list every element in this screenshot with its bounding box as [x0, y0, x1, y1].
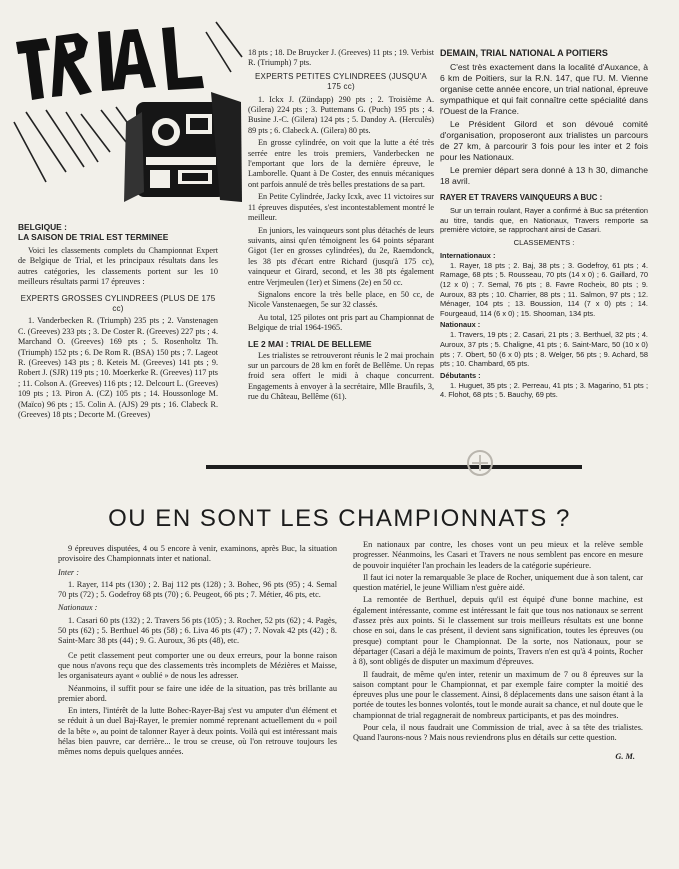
nationaux-standings-label: Nationaux :	[58, 603, 98, 613]
column-petites-cylindrees	[248, 48, 434, 405]
experts-petites-heading: EXPERTS PETITES CYLINDREES (JUSQU'A 175 cc)	[255, 71, 427, 92]
championnats-r5: Pour cela, il nous faudrait une Commission de trial, avec à sa tête des trialistes. Quand l'aurons-nous ? Mais nous reviendrons plus en détails sur cette question.	[353, 723, 643, 743]
championnats-p2: Néanmoins, il suffit pour se faire une idée de la situation, pas très brillante au premier abord.	[58, 683, 337, 703]
commentary-grosse: En grosse cylindrée, on voit que la lutte a été très serrée entre les trois premiers, Vanderbecken ne l'emportant que lors de la dernière épreuve, le Lamborelle. Quant à De Coster, des ennuis mécaniques ont parfois annulé de très belles prestations de sa part.	[248, 138, 434, 189]
championnats-p3: En inters, l'intérêt de la lutte Bohec-Rayer-Baj s'est vu amputer d'un élément et se réduit à un duel Baj-Rayer, le premier nommé reprenant actuellement du « poil de la bête », au point de talonner Rayer à deux points. Voilà qui est intéressant mais hélas bien pauvre, car derrière... le trou se creuse, où l'on retrouve toujours les mêmes noms depuis quelques années.	[58, 706, 337, 757]
experts-petites-results: 1. Ickx J. (Zündapp) 290 pts ; 2. Troisième A. (Gilera) 224 pts ; 3. Puttemans G. (Puch) 195 pts ; 4. Busine J.-C. (Gilera) 124 pts ; 5. Dandoy A. (Herculès) 89 pts ; 6. Clabeck A. (Gilera) 80 pts.	[248, 94, 434, 135]
commentary-total: Au total, 125 pilotes ont pris part au Championnat de Belgique de trial 1964-1965.	[248, 312, 434, 333]
poitiers-p2: Le Président Gilord et son dévoué comité d'organisation, proposeront aux trialistes un parcours de 27 km, à parcourir 3 fois pour les inter et 2 fois pour les Nationaux.	[440, 119, 648, 162]
inter-standings: 1. Rayer, 114 pts (130) ; 2. Baj 112 pts (128) ; 3. Bohec, 96 pts (95) ; 4. Semal 70 pts (72) ; 5. Godefroy 68 pts (70) ; 6. Peugeot, 66 pts ; 7. Métier, 46 pts, etc.	[58, 579, 337, 600]
nationaux-standings: 1. Casari 60 pts (132) ; 2. Travers 56 pts (105) ; 3. Rocher, 52 pts (62) ; 4. Pagès, 50 pts (62) ; 5. Berthuel 46 pts (58) ; 6. Liva 46 pts (47) ; 7. Novak 42 pts (42) ; 8. Saint-Marc 38 pts (44) ; 9. G. Auroux, 36 pts (48), etc.	[58, 615, 337, 646]
belleme-title: LE 2 MAI : TRIAL DE BELLEME	[248, 338, 372, 349]
classements-heading: CLASSEMENTS :	[513, 237, 575, 247]
championnats-r4: Il faudrait, de même qu'en inter, retenir un maximum de 7 ou 8 épreuves sur la saison comptant pour le Championnat, et par exemple faire compter la moitié des épreuves plus une pour le classement. Ainsi, 8 déplacements dans une saison étant à la portée de toutes les bonnes volontés, tout le monde aurait sa chance, et nul doute que le championnat de trial regagnerait de nombreux participants, et pas des moindres.	[353, 669, 643, 720]
debutants-label: Débutants :	[440, 370, 481, 380]
championnats-p1: Ce petit classement peut comporter une ou deux erreurs, pour la bonne raison que nous n'avons reçu que des classements très incomplets de Mézières et Maisse, les organisateurs ayant « oublié » de nous les adresser.	[58, 650, 337, 681]
belgique-title: BELGIQUE :	[18, 222, 67, 232]
nationaux-results: 1. Travers, 19 pts ; 2. Casari, 21 pts ; 3. Berthuel, 32 pts ; 4. Auroux, 37 pts ; 5. Chaligne, 41 pts ; 6. Saint-Marc, 50 (10 x 0) pts ; 7. Obert, 50 (6 x 0) pts ; 8. Welger, 56 pts ; 9. Achard, 58 pts ; 10. Chambard, 65 pts.	[440, 330, 648, 369]
poitiers-p3: Le premier départ sera donné à 13 h 30, dimanche 18 avril.	[440, 165, 648, 186]
column-poitiers-buc	[440, 48, 648, 402]
commentary-petite: En Petite Cylindrée, Jacky Icxk, avec 11 victoires sur 11 épreuves disputées, s'est incontestablement montré le meilleur.	[248, 192, 434, 223]
belleme-text: Les trialistes se retrouveront réunis le 2 mai prochain sur un parcours de 28 km en forêt de Bellême. Un repas froid sera offert le midi à chaque concurrent. Engagements à envoyer à la secrétaire, Mlle Braufils, 3, rue du Château, Bellême (61).	[248, 350, 434, 402]
championnats-intro: 9 épreuves disputées, 4 ou 5 encore à venir, examinons, après Buc, la situation provisoire des Championnats inter et national.	[58, 544, 337, 564]
internationaux-label: Internationaux :	[440, 250, 496, 260]
experts-continuation: 18 pts ; 18. De Bruycker J. (Greeves) 11 pts ; 19. Verbist R. (Triumph) 7 pts.	[248, 48, 434, 68]
trial-logo	[6, 2, 248, 217]
library-stamp-icon	[462, 448, 498, 478]
belgique-intro: Voici les classements complets du Championnat Expert de Belgique de Trial, et les principaux résultats dans les autres catégories, les classements portent sur les 10 meilleurs résultats parmi 17 épreuves :	[18, 246, 218, 287]
poitiers-title: DEMAIN, TRIAL NATIONAL A POITIERS	[440, 48, 608, 58]
buc-title: RAYER ET TRAVERS VAINQUEURS A BUC :	[440, 193, 603, 202]
championnats-r3: La remontée de Berthuel, depuis qu'il est équipé d'une bonne machine, est également intéressante, comme est intéressant le fait que tous nos nationaux se serrent d'assez près aux points. Si le classement sur trois meilleurs résultats est une bonne chose en soi, dans le cas présent, il devient sans signification, toutes les épreuves (ou presque) comptant pour le Championnat. De la sorte, nos Nationaux, pour se départager (Casari a déjà le maximum de points, Travers n'en est qu'à 4 points, Rocher à 8), sont obligés de disputer un maximum d'épreuves.	[353, 595, 643, 667]
column-championnats-left	[58, 544, 337, 760]
belgique-subtitle: LA SAISON DE TRIAL EST TERMINEE	[18, 232, 169, 242]
nationaux-label: Nationaux :	[440, 320, 481, 330]
championnats-r2: Il faut ici noter la remarquable 3e place de Rocher, uniquement due à son talent, car question matériel, le jeune William n'est guère aidé.	[353, 572, 643, 593]
column-belgique	[18, 222, 218, 423]
commentary-50cc: Signalons encore la très belle place, en 50 cc, de Nicole Vanstenaegen, 5e sur 32 classés.	[248, 289, 434, 310]
buc-text: Sur un terrain roulant, Rayer a confirmé à Buc sa prétention au titre, tandis que, en Nationaux, Travers remporte sa première victoire, se rapprochant ainsi de Casari.	[440, 206, 648, 235]
section-divider	[206, 465, 582, 469]
championnats-r1: En nationaux par contre, les choses vont un peu mieux et la relève semble progresser. Néanmoins, les Casari et Travers ne nous semblent pas encore en mesure de pouvoir inquiéter l'an prochain les leaders de la catégorie supérieure.	[353, 540, 643, 570]
debutants-results: 1. Huguet, 35 pts ; 2. Perreau, 41 pts ; 3. Magarino, 51 pts ; 4. Flohot, 68 pts ; 5. Bauchy, 69 pts.	[440, 380, 648, 400]
motorcycle-engine-illustration	[124, 92, 242, 202]
experts-grosses-results: 1. Vanderbecken R. (Triumph) 235 pts ; 2. Vanstenagen C. (Greeves) 233 pts ; 3. De Coster R. (Greeves) 227 pts ; 4. Marchand O. (Greeves) 169 pts ; 5. Rosenholtz Th. (Triumph) 152 pts ; 6. De Rom R. (BSA) 150 pts ; 7. Lageot R. (Greeves) 143 pts ; 8. Keteis M. (Greeves) 141 pts ; 9. Robert J. (SJR) 119 pts ; 10. Moerkerke R. (Greeves) 117 pts ; 11. Colson A. (Greeves) 116 pts ; 12. Delcourt L. (Greeves) 109 pts ; 13. Piron A. (CZ) 105 pts ; 14. Houssonloge M. (Maïco) 96 pts ; 15. Colin A. (AJS) 29 pts ; 16. Clabeck R. (Greeves) 18 pts ; Decorte M. (Greeves)	[18, 316, 218, 420]
poitiers-p1: C'est très exactement dans la localité d'Auxance, à 6 km de Poitiers, sur la R.N. 147, que l'U. M. Vienne organise cette année encore, un trial national, épreuve sympathique et qui fait connaître cette spécialité dans l'Ouest de la France.	[440, 62, 648, 116]
author-signature: G. M.	[615, 751, 635, 761]
commentary-juniors: En juniors, les vainqueurs sont plus détachés de leurs suivants, ainsi qu'en témoignent les 64 points séparant Gigot (1er en grosses cylindrées), du 2e, Raemdonck, les 38 pts d'écart entre Richard (jusqu'à 175 cc), vainqueur et Girard, second, et les 38 pts également entre Verjmeulen (1er) et Simens (2e) en 50 cc.	[248, 225, 434, 287]
inter-label: Inter :	[58, 567, 79, 577]
column-championnats-right	[353, 540, 643, 771]
internationaux-results: 1. Rayer, 18 pts ; 2. Baj, 38 pts ; 3. Godefroy, 61 pts ; 4. Ramage, 68 pts ; 5. Rousseau, 70 pts (14 x 0) ; 6. Gaillard, 70 (12 x 0) ; 7. Semal, 76 pts ; 8. Favre Rocheix, 80 pts ; 9. Auroux, 83 pts ; 10. Charrier, 88 pts ; 11. Salmon, 97 pts ; 12. Ménager, 104 pts ; 13. Boussion, 114 (7 x 0) pts ; 14. Fourgeaud, 114 (6 x 0) ; 15. Shooman, 134 pts.	[440, 260, 648, 318]
main-title: OU EN SONT LES CHAMPIONNATS ?	[108, 505, 571, 532]
experts-grosses-heading: EXPERTS GROSSES CYLINDREES (PLUS DE 175 cc)	[20, 293, 216, 314]
